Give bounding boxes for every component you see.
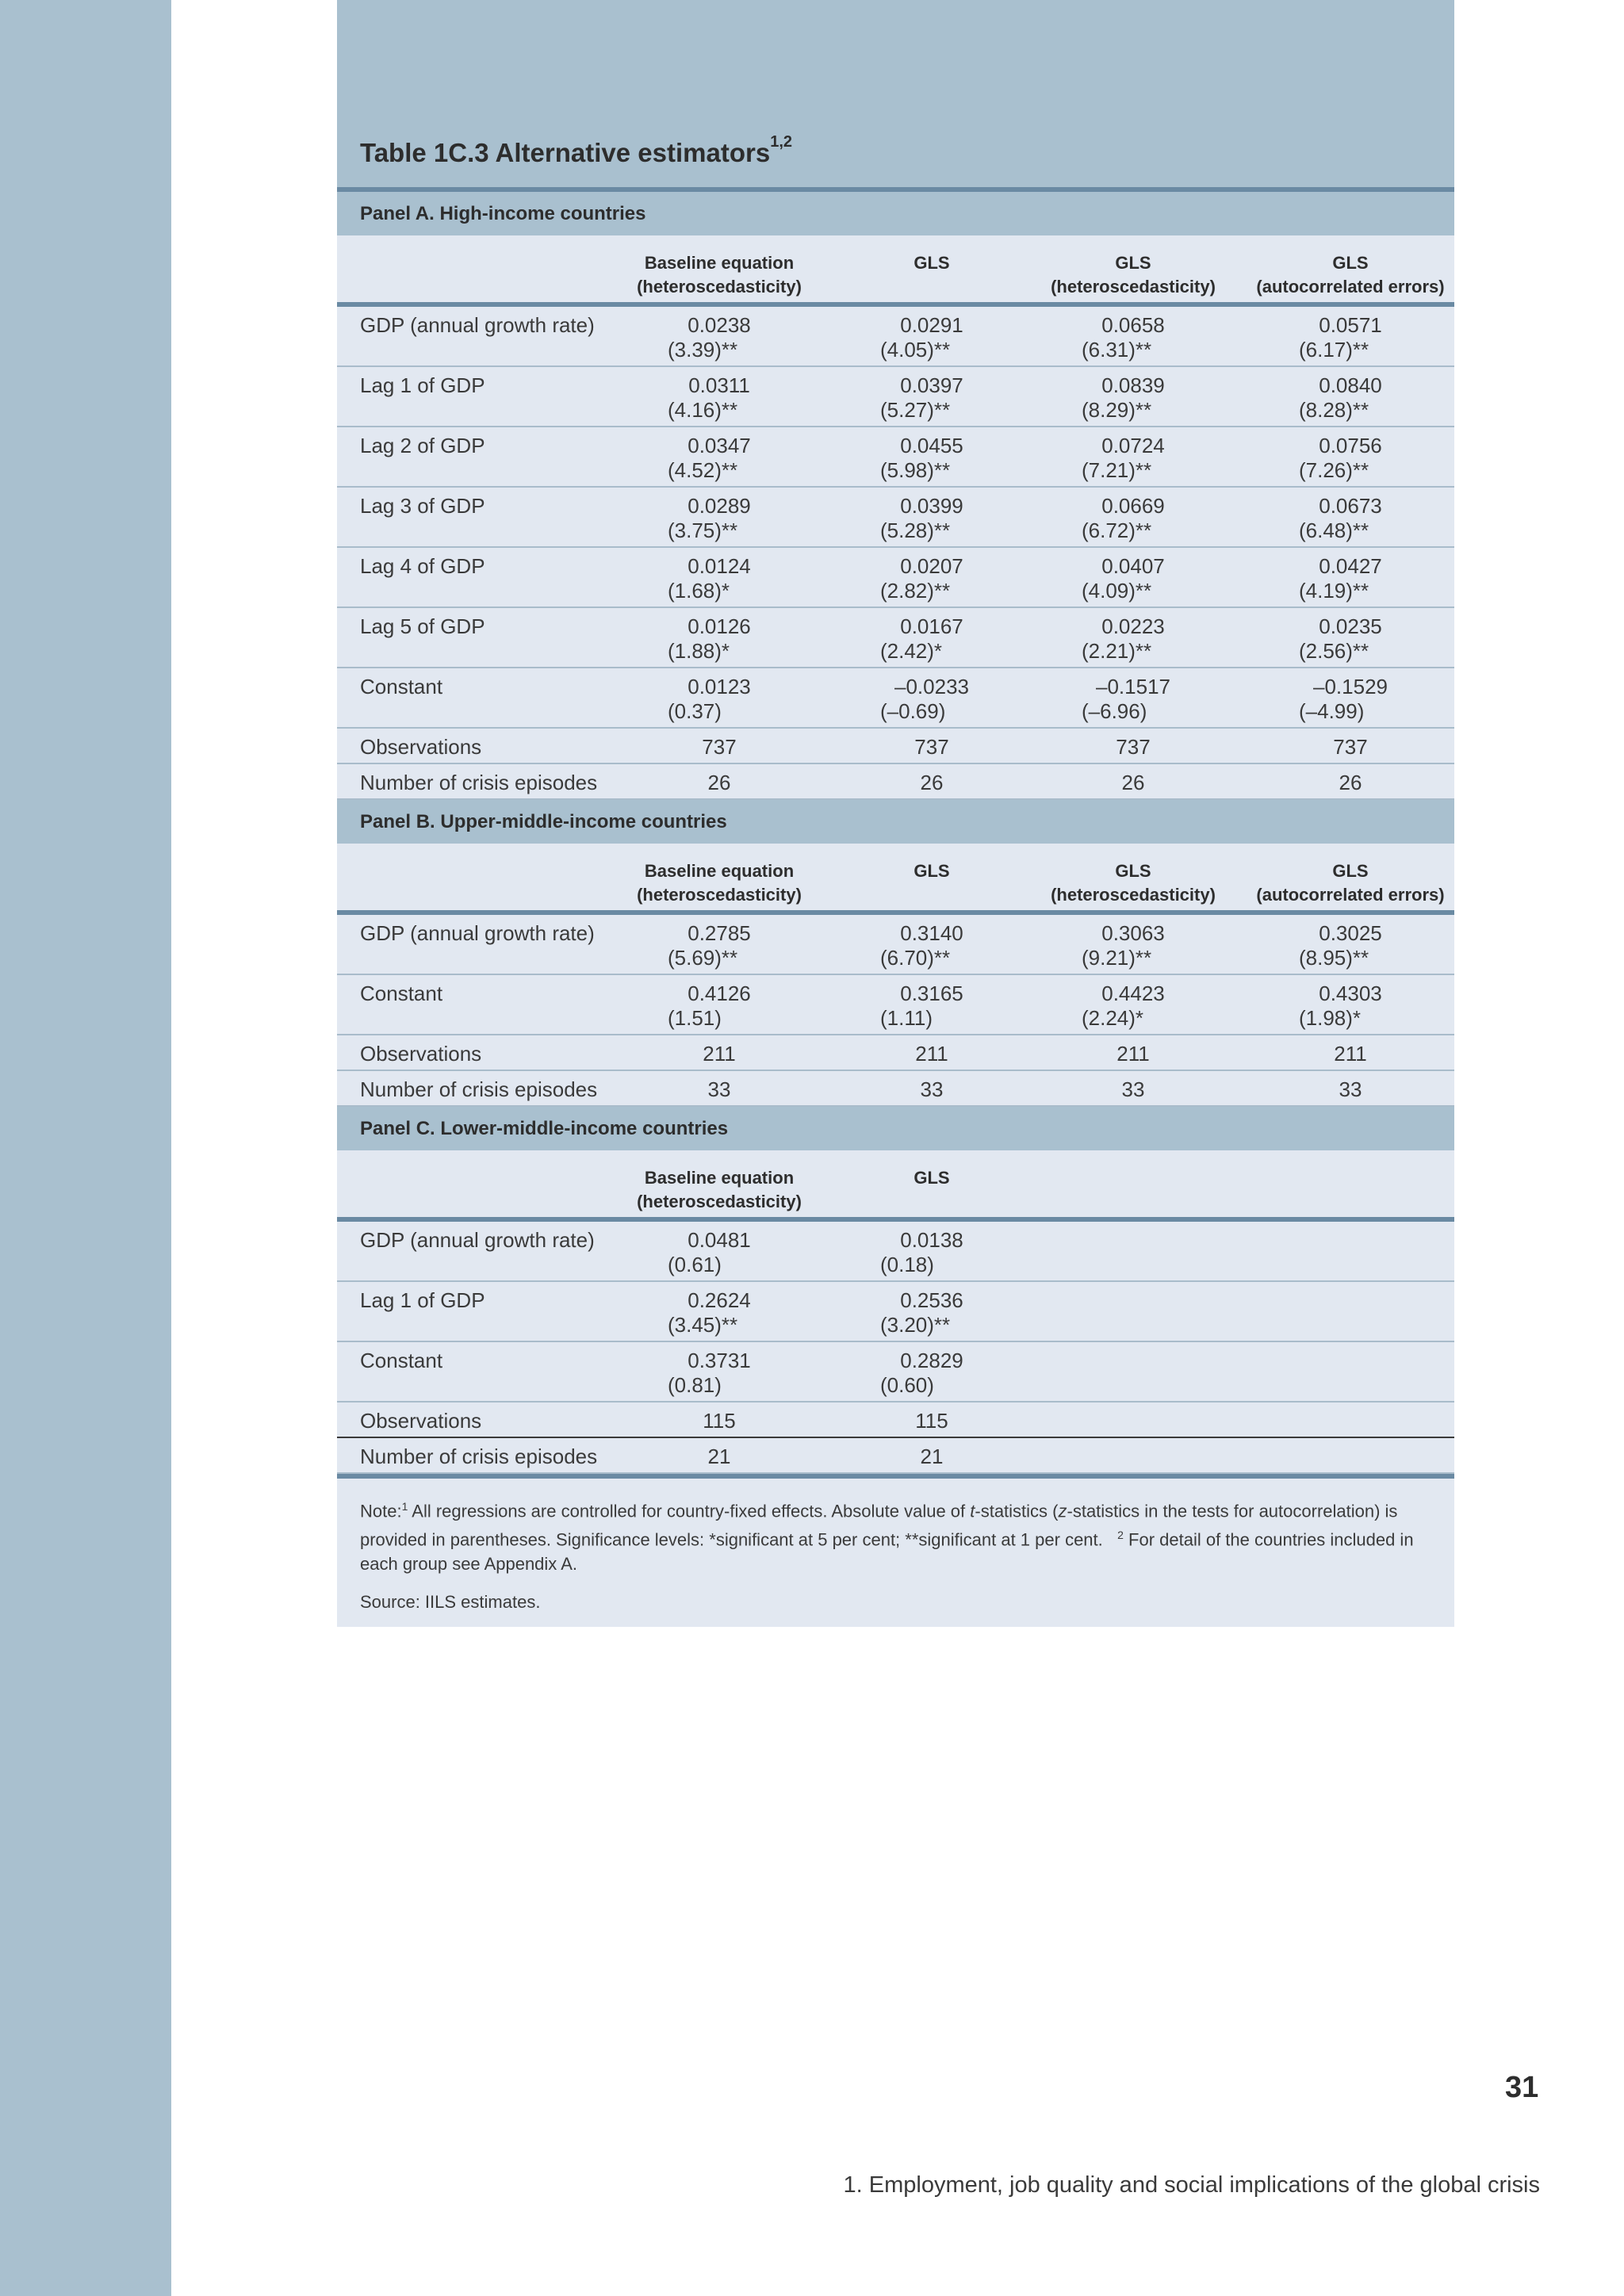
coefficient-value: 26 <box>1339 771 1362 794</box>
row-label: Constant <box>360 1349 443 1372</box>
row-label: Observations <box>360 1042 482 1066</box>
table-cell <box>1299 434 1402 483</box>
coefficient-value: 0.0399 <box>900 494 963 518</box>
table-row <box>337 1342 1454 1402</box>
table-cell <box>880 771 983 795</box>
test-statistic: (6.72)** <box>1082 519 1152 542</box>
column-headers <box>337 1150 1454 1217</box>
panel-heading: Panel A. High-income countries <box>337 192 1454 235</box>
table-cell <box>1082 434 1185 483</box>
test-statistic: (–6.96) <box>1082 699 1147 723</box>
table-cell <box>1082 1042 1185 1066</box>
row-label: Lag 5 of GDP <box>360 614 485 638</box>
table-cell <box>668 771 771 795</box>
coefficient-value: 0.0223 <box>1101 614 1165 638</box>
table-row <box>337 1438 1454 1474</box>
row-label: Lag 4 of GDP <box>360 554 485 578</box>
table-cell <box>668 1288 771 1337</box>
coefficient-value: 0.3140 <box>900 921 963 945</box>
column-header-line1: GLS <box>914 861 950 881</box>
coefficient-value: –0.1517 <box>1096 675 1170 698</box>
coefficient-value: –0.1529 <box>1313 675 1388 698</box>
test-statistic: (2.82)** <box>880 579 951 603</box>
table-cell <box>668 735 771 760</box>
test-statistic: (0.60) <box>880 1373 934 1397</box>
coefficient-value: 0.0238 <box>688 313 751 337</box>
test-statistic: (–0.69) <box>880 699 946 723</box>
test-statistic: (4.05)** <box>880 338 951 362</box>
coefficient-value: 0.2785 <box>688 921 751 945</box>
test-statistic: (7.21)** <box>1082 458 1152 482</box>
coefficient-value: 737 <box>702 735 737 759</box>
coefficient-value: 737 <box>1116 735 1151 759</box>
row-label: Number of crisis episodes <box>360 771 598 794</box>
table-cell <box>1082 675 1185 724</box>
source-note: Source: IILS estimates. <box>360 1591 541 1612</box>
table-cell <box>880 1228 983 1277</box>
table-cell <box>668 373 771 423</box>
column-header <box>1239 251 1461 299</box>
table-title: Table 1C.3 Alternative estimators$^{1,2}$ <box>360 133 793 167</box>
test-statistic: (6.17)** <box>1299 338 1369 362</box>
row-label: Constant <box>360 982 443 1005</box>
table-cell <box>1299 313 1402 362</box>
column-headers <box>337 844 1454 910</box>
coefficient-value: 0.3731 <box>688 1349 751 1372</box>
table-cell <box>668 1228 771 1277</box>
row-label: GDP (annual growth rate) <box>360 1228 595 1252</box>
table-row <box>337 1035 1454 1071</box>
coefficient-value: 0.0481 <box>688 1228 751 1252</box>
table-cell <box>1299 614 1402 664</box>
table-cell <box>668 1042 771 1066</box>
coefficient-value: 737 <box>914 735 949 759</box>
test-statistic: (1.51) <box>668 1006 722 1030</box>
column-header-line1: Baseline equation <box>644 861 795 881</box>
coefficient-value: 33 <box>707 1077 731 1101</box>
column-header <box>1239 859 1461 907</box>
column-header-line1: Baseline equation <box>644 253 795 273</box>
table-cell <box>880 1077 983 1102</box>
coefficient-value: 211 <box>1334 1042 1367 1066</box>
column-header-line2: (autocorrelated errors) <box>1256 277 1445 297</box>
coefficient-value: 0.0756 <box>1319 434 1382 457</box>
coefficient-value: 0.0311 <box>688 373 750 397</box>
column-header-line1: Baseline equation <box>644 1168 795 1188</box>
table-cell <box>880 675 983 724</box>
table-cell <box>668 313 771 362</box>
table-row <box>337 367 1454 427</box>
coefficient-value: 0.0673 <box>1319 494 1382 518</box>
table-cell <box>1082 373 1185 423</box>
table-cell <box>668 434 771 483</box>
test-statistic: (0.61) <box>668 1253 722 1276</box>
test-statistic: (1.11) <box>880 1006 933 1030</box>
column-header-line1: GLS <box>1115 861 1151 881</box>
panel-heading: Panel B. Upper-middle-income countries <box>337 800 1454 844</box>
test-statistic: (3.39)** <box>668 338 738 362</box>
coefficient-value: 0.0289 <box>688 494 751 518</box>
table-row <box>337 729 1454 764</box>
table-cell <box>1082 921 1185 970</box>
coefficient-value: 0.0207 <box>900 554 963 578</box>
table-cell <box>1082 982 1185 1031</box>
table-cell <box>880 373 983 423</box>
test-statistic: (5.28)** <box>880 519 951 542</box>
table-cell <box>1299 735 1402 760</box>
test-statistic: (6.70)** <box>880 946 951 970</box>
table-row <box>337 668 1454 729</box>
table-cell <box>1082 494 1185 543</box>
test-statistic: (8.29)** <box>1082 398 1152 422</box>
row-label: Number of crisis episodes <box>360 1077 598 1101</box>
table-cell <box>880 434 983 483</box>
test-statistic: (3.75)** <box>668 519 738 542</box>
table-cell <box>1082 771 1185 795</box>
column-header <box>821 251 1043 275</box>
coefficient-value: 0.0669 <box>1101 494 1165 518</box>
coefficient-value: 0.2829 <box>900 1349 963 1372</box>
estimators-table <box>337 187 1454 1627</box>
table-cell <box>1299 1042 1402 1066</box>
coefficient-value: 737 <box>1333 735 1368 759</box>
table-row <box>337 488 1454 548</box>
coefficient-value: 0.4423 <box>1101 982 1165 1005</box>
column-header-line1: GLS <box>1332 861 1369 881</box>
column-header-line2: (heteroscedasticity) <box>637 885 802 905</box>
table-row <box>337 608 1454 668</box>
coefficient-value: 0.0427 <box>1319 554 1382 578</box>
table-cell <box>1299 982 1402 1031</box>
table-cell <box>668 494 771 543</box>
table-cell <box>1299 921 1402 970</box>
coefficient-value: 26 <box>707 771 731 794</box>
page-number: 31 <box>1505 2071 1539 2104</box>
table-cell <box>668 921 771 970</box>
table-cell <box>880 494 983 543</box>
coefficient-value: 0.0124 <box>688 554 751 578</box>
coefficient-value: 0.0839 <box>1101 373 1165 397</box>
coefficient-value: 0.0347 <box>688 434 751 457</box>
table-cell <box>668 1445 771 1469</box>
coefficient-value: 0.0291 <box>900 313 963 337</box>
column-header-line2: (autocorrelated errors) <box>1256 885 1445 905</box>
test-statistic: (4.52)** <box>668 458 738 482</box>
row-label: Lag 1 of GDP <box>360 373 485 397</box>
table-cell <box>668 614 771 664</box>
coefficient-value: 33 <box>1121 1077 1145 1101</box>
test-statistic: (5.69)** <box>668 946 738 970</box>
table-cell <box>668 554 771 603</box>
left-sidebar-band <box>0 0 171 2296</box>
table-row <box>337 764 1454 800</box>
panel-heading: Panel C. Lower-middle-income countries <box>337 1107 1454 1150</box>
coefficient-value: 115 <box>915 1409 948 1433</box>
coefficient-value: 0.0123 <box>688 675 751 698</box>
column-header-line2: (heteroscedasticity) <box>637 1192 802 1211</box>
table-cell <box>668 1077 771 1102</box>
row-label: Observations <box>360 1409 482 1433</box>
coefficient-value: –0.0233 <box>894 675 969 698</box>
column-header-line1: GLS <box>1332 253 1369 273</box>
coefficient-value: 0.4303 <box>1319 982 1382 1005</box>
test-statistic: (2.56)** <box>1299 639 1369 663</box>
column-header-line1: GLS <box>1115 253 1151 273</box>
test-statistic: (8.28)** <box>1299 398 1369 422</box>
coefficient-value: 0.0167 <box>900 614 963 638</box>
table-cell <box>880 1445 983 1469</box>
row-label: Constant <box>360 675 443 698</box>
test-statistic: (1.98)* <box>1299 1006 1362 1030</box>
table-row <box>337 1282 1454 1342</box>
coefficient-value: 0.3165 <box>900 982 963 1005</box>
column-header-line2: (heteroscedasticity) <box>1051 885 1216 905</box>
table-cell <box>1082 554 1185 603</box>
coefficient-value: 0.0407 <box>1101 554 1165 578</box>
table-cell <box>880 1349 983 1398</box>
table-cell <box>880 1409 983 1433</box>
test-statistic: (7.26)** <box>1299 458 1369 482</box>
table-cell <box>1082 735 1185 760</box>
running-footer: 1. Employment, job quality and social implications of the global crisis <box>843 2172 1540 2198</box>
table-cell <box>1299 675 1402 724</box>
test-statistic: (3.20)** <box>880 1313 951 1337</box>
test-statistic: (0.18) <box>880 1253 934 1276</box>
test-statistic: (2.42)* <box>880 639 943 663</box>
table-cell <box>880 735 983 760</box>
column-header-line2: (heteroscedasticity) <box>637 277 802 297</box>
coefficient-value: 0.3063 <box>1101 921 1165 945</box>
row-label: Number of crisis episodes <box>360 1445 598 1468</box>
row-label: Observations <box>360 735 482 759</box>
coefficient-value: 0.2624 <box>688 1288 751 1312</box>
table-cell <box>880 982 983 1031</box>
table-row <box>337 1402 1454 1438</box>
table-row <box>337 307 1454 367</box>
coefficient-value: 0.4126 <box>688 982 751 1005</box>
table-cell <box>1299 1077 1402 1102</box>
table-row <box>337 915 1454 975</box>
coefficient-value: 0.0397 <box>900 373 963 397</box>
table-cell <box>1299 373 1402 423</box>
test-statistic: (2.24)* <box>1082 1006 1144 1030</box>
test-statistic: (–4.99) <box>1299 699 1365 723</box>
test-statistic: (6.31)** <box>1082 338 1152 362</box>
row-label: Lag 1 of GDP <box>360 1288 485 1312</box>
test-statistic: (0.81) <box>668 1373 722 1397</box>
column-header <box>1022 859 1244 907</box>
table-cell <box>880 614 983 664</box>
row-label: GDP (annual growth rate) <box>360 313 595 337</box>
table-row <box>337 975 1454 1035</box>
table-cell <box>668 675 771 724</box>
note-text: Note:$^1$ All regressions are controlled for country-fixed effects. Absolute value of t-statistics (z-statistics in the tests for autocorrelation) is provided in parentheses. Significance levels: *significant at 5 per cent; **significant at 1 per cent. $^2$ For detail of the countries included in each group see Appendix A. <box>360 1500 1414 1574</box>
coefficient-value: 0.3025 <box>1319 921 1382 945</box>
coefficient-value: 211 <box>1116 1042 1150 1066</box>
column-header <box>821 1166 1043 1190</box>
test-statistic: (4.09)** <box>1082 579 1152 603</box>
coefficient-value: 0.0840 <box>1319 373 1382 397</box>
table-cell <box>880 313 983 362</box>
coefficient-value: 0.0571 <box>1319 313 1382 337</box>
row-label: GDP (annual growth rate) <box>360 921 595 945</box>
table-row <box>337 427 1454 488</box>
coefficient-value: 26 <box>1121 771 1145 794</box>
coefficient-value: 0.0658 <box>1101 313 1165 337</box>
row-label: Lag 2 of GDP <box>360 434 485 457</box>
coefficient-value: 115 <box>703 1409 736 1433</box>
coefficient-value: 21 <box>707 1445 731 1468</box>
test-statistic: (4.19)** <box>1299 579 1369 603</box>
test-statistic: (3.45)** <box>668 1313 738 1337</box>
table-cell <box>880 554 983 603</box>
coefficient-value: 211 <box>703 1042 736 1066</box>
column-header <box>1022 251 1244 299</box>
column-header-line2: (heteroscedasticity) <box>1051 277 1216 297</box>
table-row <box>337 1071 1454 1107</box>
column-header-line1: GLS <box>914 1168 950 1188</box>
table-cell <box>668 1349 771 1398</box>
coefficient-value: 33 <box>1339 1077 1362 1101</box>
column-headers <box>337 235 1454 302</box>
test-statistic: (8.95)** <box>1299 946 1369 970</box>
table-row <box>337 548 1454 608</box>
column-header <box>608 1166 830 1214</box>
coefficient-value: 0.0724 <box>1101 434 1165 457</box>
table-cell <box>1082 1077 1185 1102</box>
test-statistic: (5.98)** <box>880 458 951 482</box>
test-statistic: (1.68)* <box>668 579 730 603</box>
table-cell <box>1299 771 1402 795</box>
table-notes <box>337 1479 1454 1627</box>
coefficient-value: 0.0126 <box>688 614 751 638</box>
coefficient-value: 0.0235 <box>1319 614 1382 638</box>
table-cell <box>880 1042 983 1066</box>
test-statistic: (5.27)** <box>880 398 951 422</box>
test-statistic: (1.88)* <box>668 639 730 663</box>
table-cell <box>880 921 983 970</box>
column-header-line1: GLS <box>914 253 950 273</box>
test-statistic: (2.21)** <box>1082 639 1152 663</box>
coefficient-value: 26 <box>920 771 944 794</box>
test-statistic: (4.16)** <box>668 398 738 422</box>
column-header <box>821 859 1043 883</box>
table-cell <box>880 1288 983 1337</box>
test-statistic: (6.48)** <box>1299 519 1369 542</box>
table-cell <box>668 1409 771 1433</box>
table-cell <box>668 982 771 1031</box>
table-cell <box>1299 494 1402 543</box>
test-statistic: (0.37) <box>668 699 722 723</box>
coefficient-value: 33 <box>920 1077 944 1101</box>
column-header <box>608 251 830 299</box>
table-cell <box>1082 313 1185 362</box>
coefficient-value: 0.0455 <box>900 434 963 457</box>
test-statistic: (9.21)** <box>1082 946 1152 970</box>
coefficient-value: 21 <box>920 1445 944 1468</box>
table-cell <box>1082 614 1185 664</box>
column-header <box>608 859 830 907</box>
coefficient-value: 211 <box>915 1042 948 1066</box>
table-row <box>337 1222 1454 1282</box>
coefficient-value: 0.0138 <box>900 1228 963 1252</box>
table-cell <box>1299 554 1402 603</box>
coefficient-value: 0.2536 <box>900 1288 963 1312</box>
row-label: Lag 3 of GDP <box>360 494 485 518</box>
